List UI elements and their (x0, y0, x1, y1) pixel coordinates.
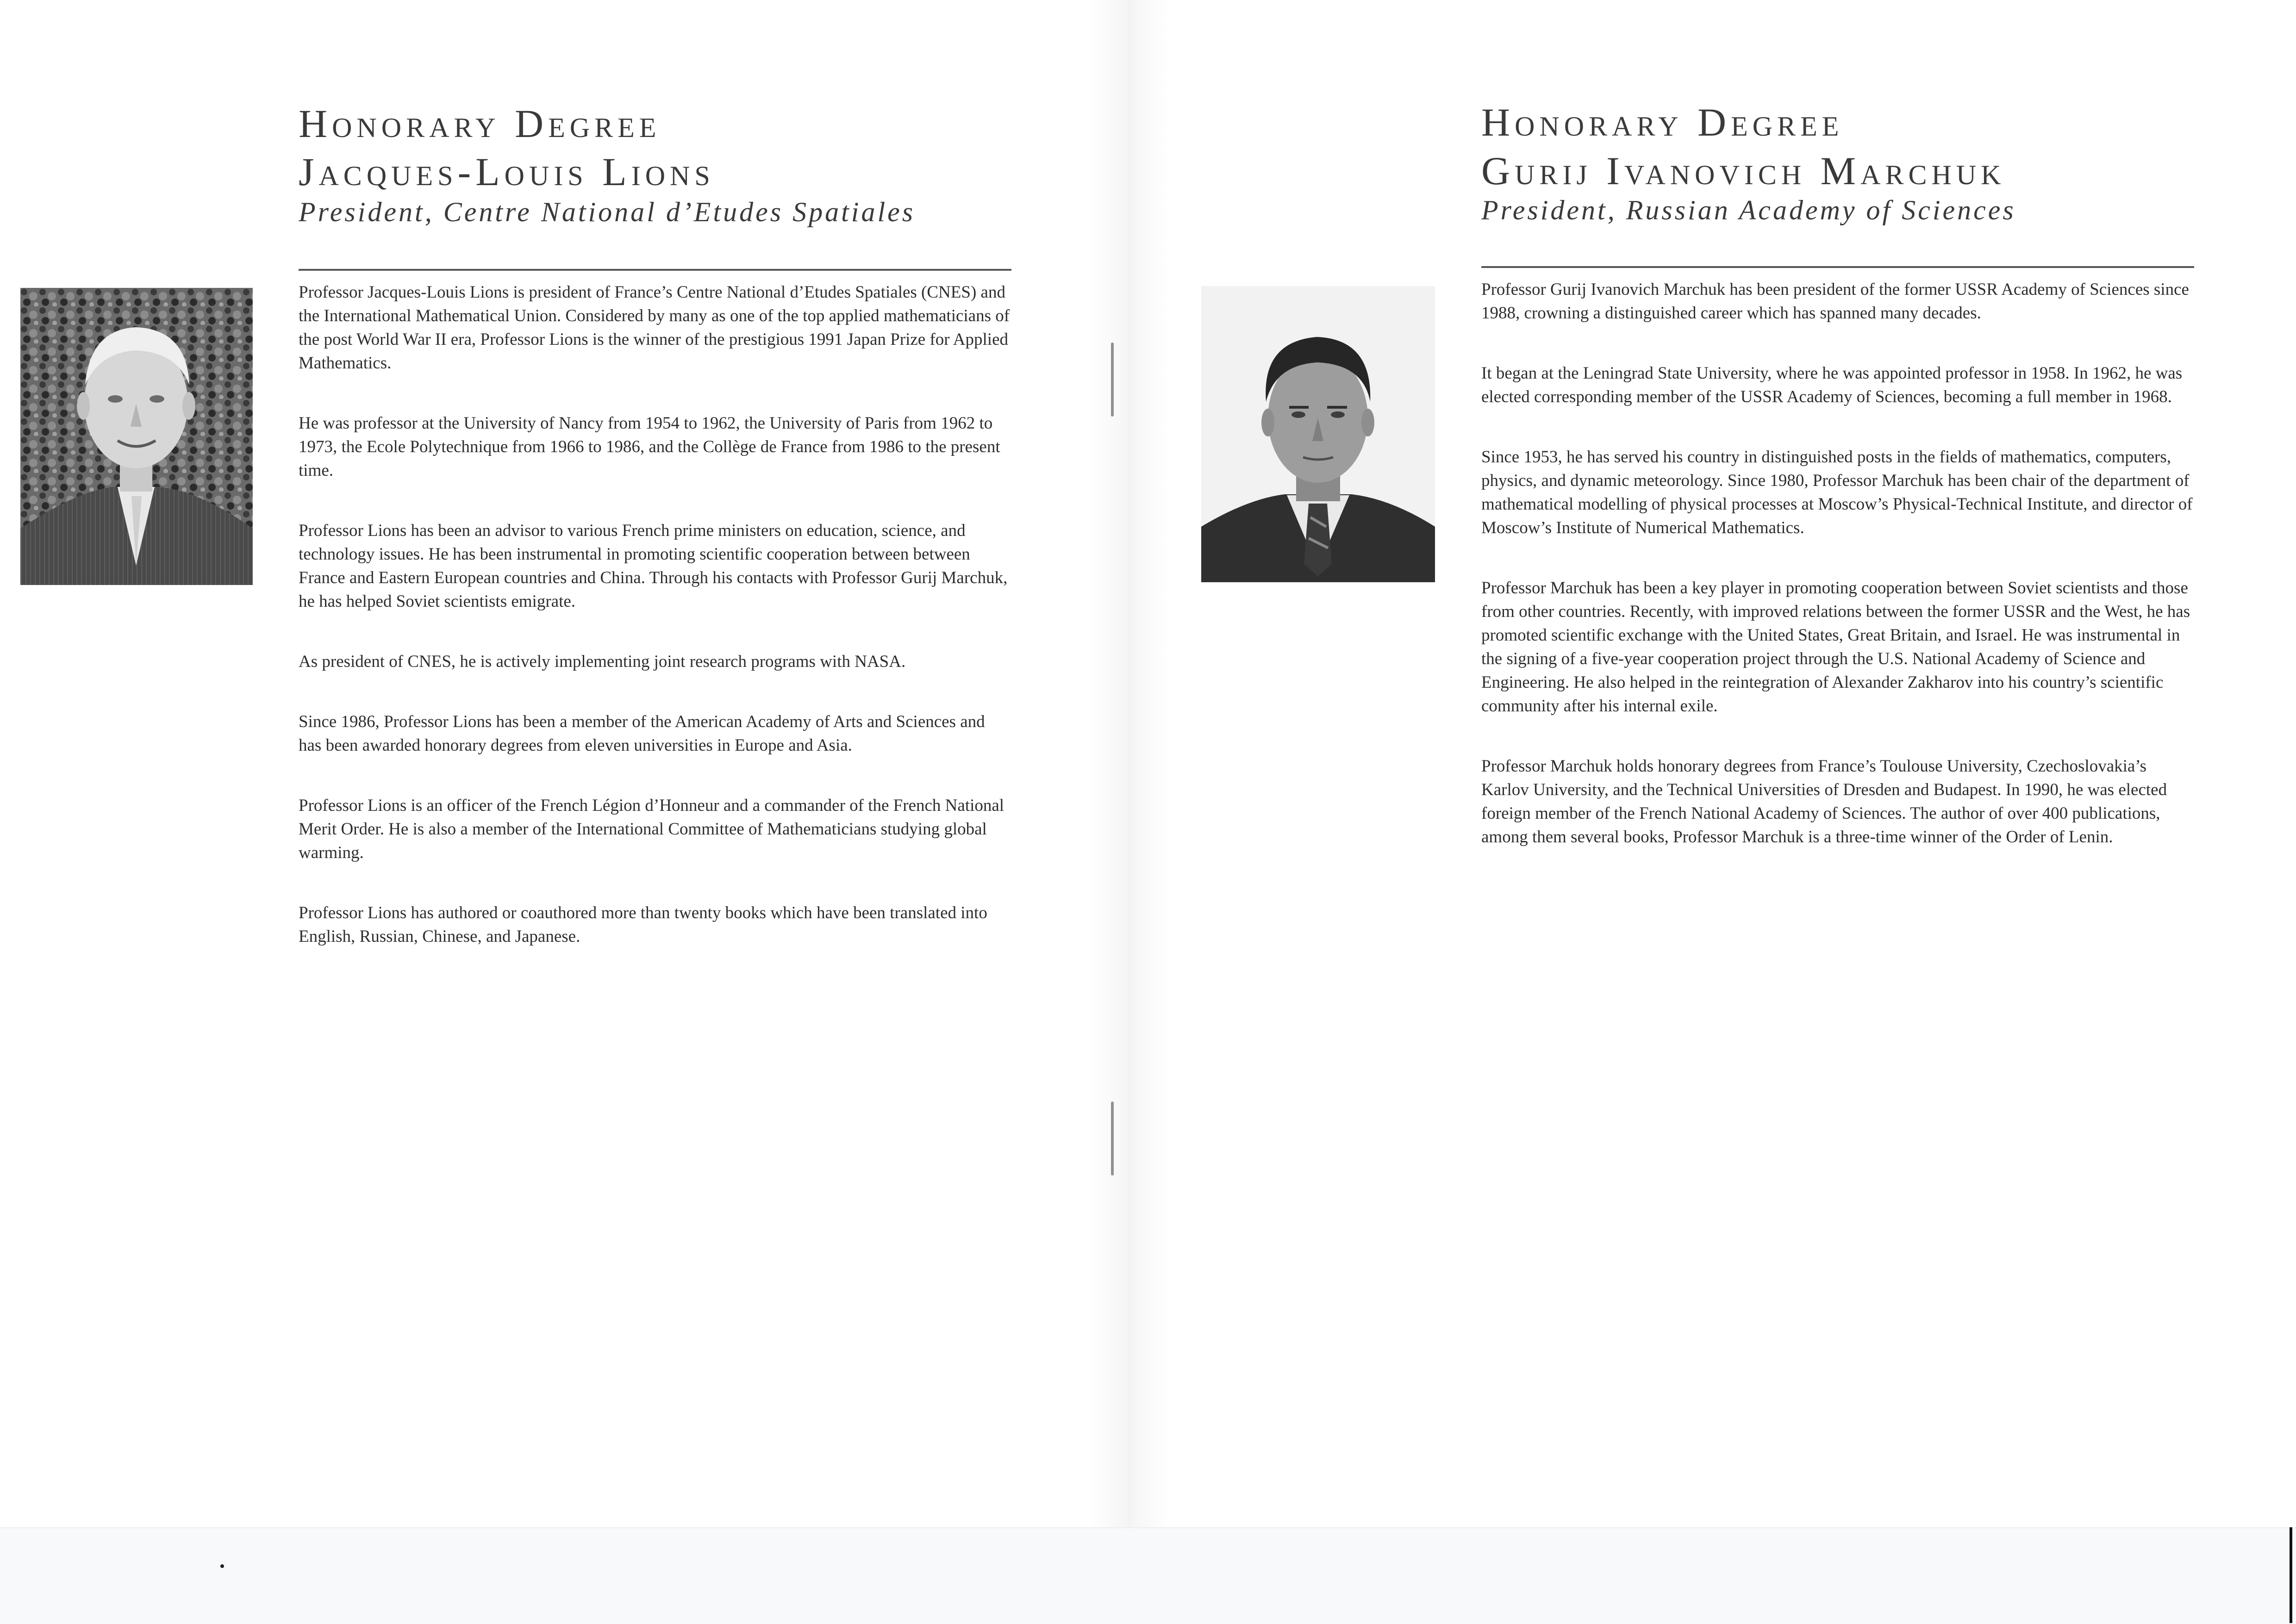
bio-paragraph: Professor Marchuk holds honorary degrees from France’s Toulouse University, Czechoslovakia’s Karlov University, and the Technical Universities of Dresden and Budapest. In 1990, he was elected foreign member of the French National Academy of Sciences. The author of over 400 publications, among them several books, Professor Marchuk is a three-time winner of the Order of Lenin. (1481, 757, 2167, 846)
book-gutter (1088, 0, 1171, 1527)
portrait-photo-lions (20, 288, 253, 585)
bio-paragraph: Professor Lions has authored or coauthored more than twenty books which have been translated into English, Russian, Chinese, and Japanese. (299, 903, 987, 946)
bio-paragraph: Professor Marchuk has been a key player in promoting cooperation between Soviet scientists and those from other countries. Recently, with improved relations between the former USSR and the West, he has promoted scientific exchange with the United States, Great Britain, and Israel. He was instrumental in the signing of a five-year cooperation project through the U.S. National Academy of Science and Engineering. He also helped in the reintegration of Alexander Zakharov into his country’s scientific community after his internal exile. (1481, 579, 2190, 716)
honoree-title: President, Russian Academy of Sciences (1481, 195, 2016, 225)
heading-rule (1481, 266, 2194, 268)
honoree-title: President, Centre National d’Etudes Spatiales (299, 197, 916, 227)
heading-line-1: Honorary Degree (299, 101, 661, 146)
bio-paragraph: He was professor at the University of Nancy from 1954 to 1962, the University of Paris from 1962 to 1973, the Ecole Polytechnique from 1966 to 1986, and the Collège de France from 1986 to the present time. (299, 414, 1000, 480)
bio-paragraph: Professor Lions has been an advisor to various French prime ministers on education, science, and technology issues. He has been instrumental in promoting scientific cooperation between between France and Eastern European countries and China. Through his contacts with Professor Gurij Marchuk, he has helped Soviet scientists emigrate. (299, 521, 1008, 611)
heading-rule (299, 269, 1011, 271)
portrait-photo-marchuk (1201, 286, 1435, 582)
biography-text (299, 280, 1011, 985)
scan-edge (2290, 1527, 2292, 1623)
heading-line-1: Honorary Degree (1481, 100, 1844, 144)
honoree-name: Jacques-Louis Lions (299, 149, 715, 194)
staple-bottom (1111, 1101, 1114, 1176)
honoree-name: Gurij Ivanovich Marchuk (1481, 149, 2006, 193)
bio-paragraph: As president of CNES, he is actively implementing joint research programs with NASA. (299, 652, 906, 671)
bio-paragraph: Professor Jacques-Louis Lions is president of France’s Centre National d’Etudes Spatiales (CNES) and the International Mathematical Union. Considered by many as one of the top applied mathematicians of the post World War II era, Professor Lions is the winner of the prestigious 1991 Japan Prize for Applied Mathematics. (299, 283, 1010, 373)
scan-background (0, 1527, 2296, 1624)
bio-paragraph: Since 1953, he has served his country in distinguished posts in the fields of mathematics, computers, physics, and dynamic meteorology. Since 1980, Professor Marchuk has been chair of the department of mathematical modelling of physical processes at Moscow’s Physical-Technical Institute, and director of Moscow’s Institute of Numerical Mathematics. (1481, 448, 2193, 537)
bio-paragraph: Since 1986, Professor Lions has been a member of the American Academy of Arts and Sciences and has been awarded honorary degrees from eleven universities in Europe and Asia. (299, 712, 985, 755)
biography-text (1481, 278, 2194, 885)
bio-paragraph: Professor Gurij Ivanovich Marchuk has been president of the former USSR Academy of Sciences since 1988, crowning a distinguished career which has spanned many decades. (1481, 280, 2189, 323)
bio-paragraph: Professor Lions is an officer of the French Légion d’Honneur and a commander of the French National Merit Order. He is also a member of the International Committee of Mathematicians studying global warming. (299, 796, 1004, 862)
scan-speck (220, 1564, 224, 1568)
staple-top (1111, 342, 1114, 417)
bio-paragraph: It began at the Leningrad State University, where he was appointed professor in 1958. In 1962, he was elected corresponding member of the USSR Academy of Sciences, becoming a full member in 1968. (1481, 364, 2183, 406)
